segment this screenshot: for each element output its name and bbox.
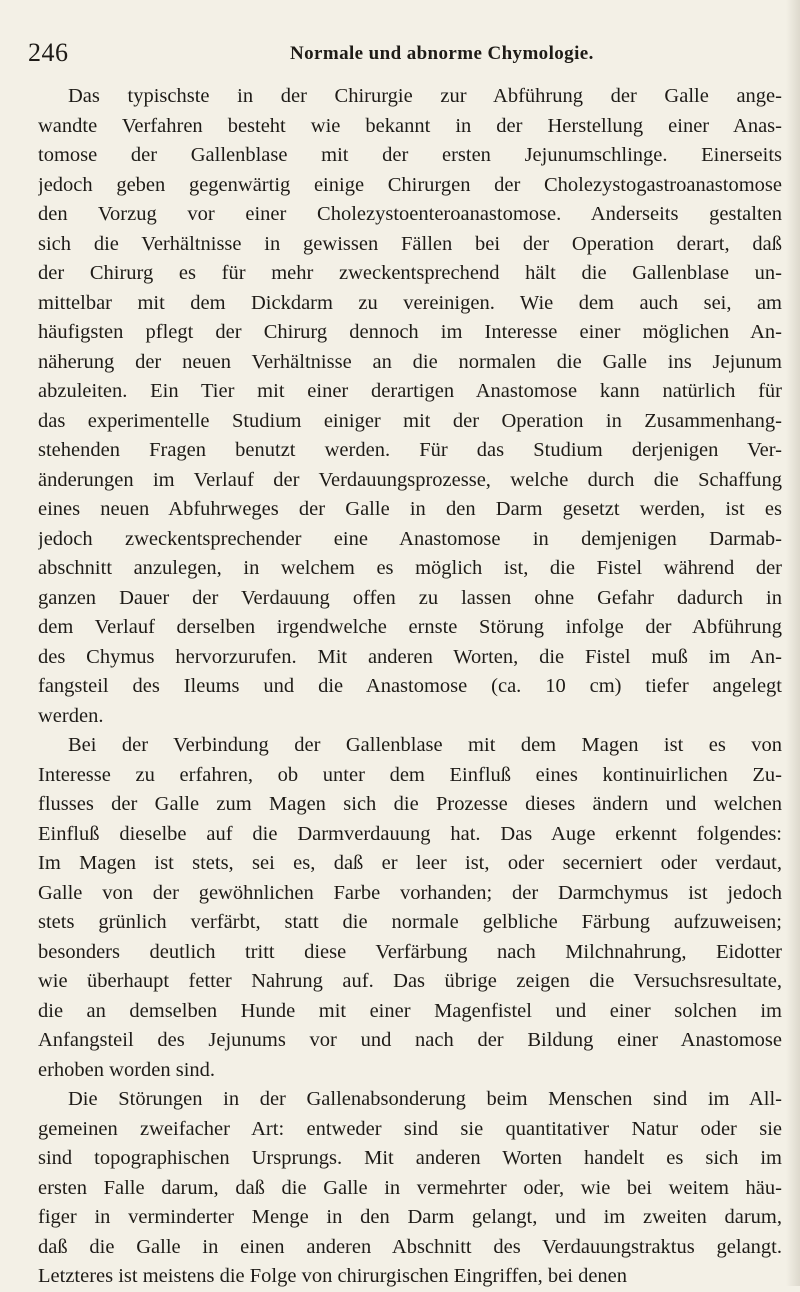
- text-line: fangsteil des Ileums und die Anastomose (ca. 10 cm) tiefer angelegt: [38, 675, 782, 697]
- text-line: figer in verminderter Menge in den Darm gelangt, und im zweiten darum,: [38, 1206, 782, 1228]
- text-line: Interesse zu erfahren, ob unter dem Einfluß eines kontinuirlichen Zu-: [38, 763, 782, 786]
- text-line: dem Verlauf derselben irgendwelche ernste Störung infolge der Abführung: [38, 616, 782, 638]
- text-line: stehenden Fragen benutzt werden. Für das Studium derjenigen Ver-: [38, 439, 782, 461]
- text-line: erhoben worden sind.: [38, 1058, 216, 1081]
- text-line: Die Störungen in der Gallenabsonderung beim Menschen sind im All-: [68, 1088, 782, 1110]
- text-line: mittelbar mit dem Dickdarm zu vereinigen. Wie dem auch sei, am: [38, 291, 782, 314]
- text-line: gemeinen zweifacher Art: entweder sind sie quantitativer Natur oder sie: [38, 1117, 782, 1140]
- text-line: jedoch zweckentsprechender eine Anastomose in demjenigen Darmab-: [38, 527, 782, 550]
- text-line: flusses der Galle zum Magen sich die Prozesse dieses ändern und welchen: [38, 793, 782, 815]
- text-line: besonders deutlich tritt diese Verfärbung nach Milchnahrung, Eidotter: [38, 940, 782, 963]
- text-line: Anfangsteil des Jejunums vor und nach der Bildung einer Anastomose: [38, 1029, 782, 1051]
- text-line: ersten Falle darum, daß die Galle in vermehrter oder, wie bei weitem häu-: [38, 1176, 782, 1199]
- text-line: Galle von der gewöhnlichen Farbe vorhanden; der Darmchymus ist jedoch: [38, 881, 782, 904]
- page-edge-shadow: [786, 0, 800, 1286]
- text-line: Letzteres ist meistens die Folge von chirurgischen Eingriffen, bei denen: [38, 1265, 628, 1287]
- text-line: des Chymus hervorzurufen. Mit anderen Worten, die Fistel muß im An-: [38, 645, 782, 668]
- paragraph: [38, 82, 782, 731]
- text-line: daß die Galle in einen anderen Abschnitt des Verdauungstraktus gelangt.: [38, 1235, 782, 1258]
- body-text: [38, 82, 782, 1292]
- text-line: tomose der Gallenblase mit der ersten Jejunumschlinge. Einerseits: [38, 144, 782, 166]
- text-line: den Vorzug vor einer Cholezystoenteroanastomose. Anderseits gestalten: [38, 203, 782, 225]
- text-line: abschnitt anzulegen, in welchem es möglich ist, die Fistel während der: [38, 557, 782, 579]
- text-line: änderungen im Verlauf der Verdauungsprozesse, welche durch die Schaffung: [38, 468, 782, 491]
- text-line: jedoch geben gegenwärtig einige Chirurgen der Cholezystogastroanastomose: [38, 173, 782, 196]
- text-line: Das typischste in der Chirurgie zur Abführung der Galle ange-: [68, 85, 782, 107]
- text-line: Einfluß dieselbe auf die Darmverdauung hat. Das Auge erkennt folgendes:: [38, 822, 782, 845]
- text-line: näherung der neuen Verhältnisse an die normalen die Galle ins Jejunum: [38, 350, 782, 373]
- text-line: wie überhaupt fetter Nahrung auf. Das übrige zeigen die Versuchsresultate,: [38, 970, 782, 992]
- page-number: 246: [28, 38, 69, 67]
- text-line: abzuleiten. Ein Tier mit einer derartigen Anastomose kann natürlich für: [38, 380, 782, 402]
- text-line: Im Magen ist stets, sei es, daß er leer ist, oder secerniert oder verdaut,: [38, 852, 782, 874]
- running-title: Normale und abnorme Chymologie.: [290, 43, 594, 64]
- text-line: häufigsten pflegt der Chirurg dennoch im Interesse einer möglichen An-: [38, 321, 782, 343]
- paragraph: [38, 731, 782, 1085]
- text-line: das experimentelle Studium einiger mit der Operation in Zusammenhang-: [38, 409, 782, 432]
- text-line: Bei der Verbindung der Gallenblase mit dem Magen ist es von: [68, 734, 782, 756]
- text-line: werden.: [38, 704, 104, 727]
- text-line: der Chirurg es für mehr zweckentsprechend hält die Gallenblase un-: [38, 262, 782, 284]
- paragraph: [38, 1085, 782, 1292]
- text-line: die an demselben Hunde mit einer Magenfistel und einer solchen im: [38, 999, 782, 1022]
- text-line: sind topographischen Ursprungs. Mit anderen Worten handelt es sich im: [38, 1147, 782, 1169]
- text-line: ganzen Dauer der Verdauung offen zu lassen ohne Gefahr dadurch in: [38, 586, 782, 609]
- text-line: eines neuen Abfuhrweges der Galle in den Darm gesetzt werden, ist es: [38, 498, 782, 520]
- text-line: stets grünlich verfärbt, statt die normale gelbliche Färbung aufzuweisen;: [38, 911, 782, 933]
- running-head: [28, 38, 760, 68]
- text-line: wandte Verfahren besteht wie bekannt in der Herstellung einer Anas-: [38, 114, 782, 137]
- text-line: sich die Verhältnisse in gewissen Fällen bei der Operation derart, daß: [38, 232, 782, 255]
